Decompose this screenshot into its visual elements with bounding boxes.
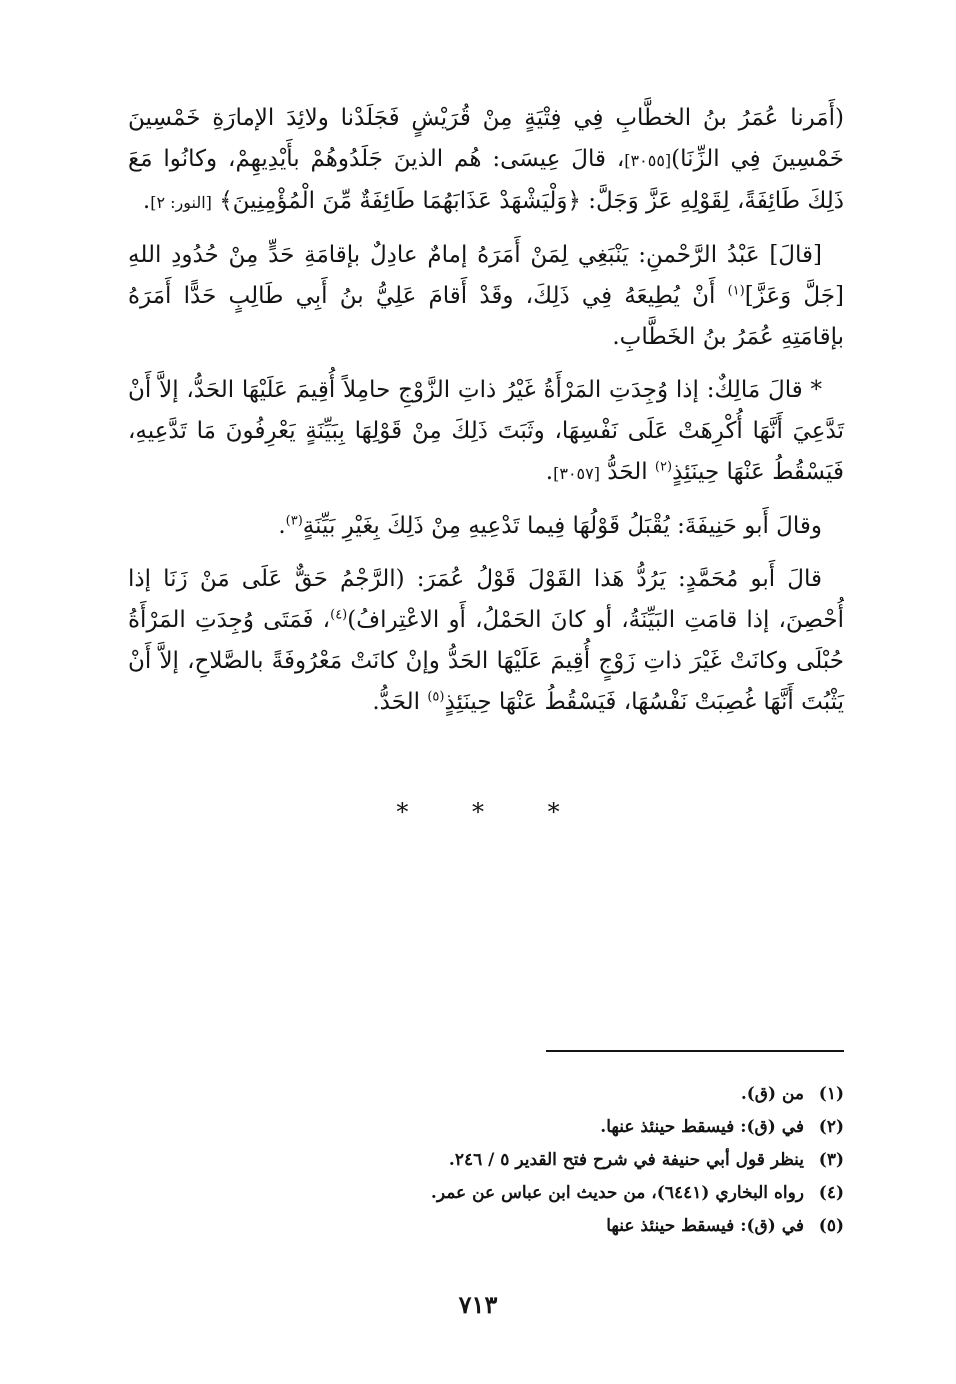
footnote-text: في (ق): فيسقط حينئذ عنها. xyxy=(600,1117,804,1137)
footnote-text: من (ق). xyxy=(740,1084,804,1104)
paragraph-text: الحَدُّ xyxy=(599,459,655,485)
footnote xyxy=(300,1078,844,1111)
footnote-number: (٥) xyxy=(818,1216,844,1236)
paragraph-text: . xyxy=(278,513,286,539)
paragraph-text: أَنْ يُطِيعَهُ فِي ذَلِكَ، وقَدْ أَقامَ عَلِيُّ بنُ أَبِي طَالِبٍ حَدًّا أَمَرَهُ بإقامَتِهِ عُمَرُ بنُ الخَطَّابِ. xyxy=(128,283,844,350)
reference-marker: [٣٠٥٥] xyxy=(624,151,672,170)
footnote-marker: (٣) xyxy=(285,513,303,529)
body-paragraph xyxy=(128,506,844,547)
footnote-text: ينظر قول أبي حنيفة في شرح فتح القدير ٥ / ٢٤٦. xyxy=(448,1150,804,1170)
section-separator: * * * xyxy=(396,798,588,826)
paragraph-text: قالَ أَبو مُحَمَّدٍ: يَرُدُّ هَذا القَوْلَ قَوْلُ عُمَرَ: (الرَّجْمُ حَقٌّ عَلَى مَنْ زَنَا إذا أُحْصِنَ، إذا قامَتِ البَيِّنَةُ، أو كانَ الحَمْلُ، أَو الاعْتِرافُ) xyxy=(128,566,844,633)
paragraph-text: ، قالَ عِيسَى: هُم الذينَ جَلَدُوهُمْ بأَيْدِيهِمْ، وكانُوا مَعَ ذَلِكَ طَائِفَةً، لِقَوْلِهِ عَزَّ وَجَلَّ: ﴿وَلْيَشْهَدْ عَذَابَهُمَا طَائِفَةٌ مِّنَ الْمُؤْمِنِينَ﴾ xyxy=(128,146,844,214)
paragraph-text: [قالَ] عَبْدُ الرَّحْمنِ: يَنْبَغِي لِمَنْ أَمَرَهُ إمامٌ عادِلٌ بإقامَةِ حَدٍّ مِنْ حُدُودِ اللهِ [جَلَّ وَعَزَّ] xyxy=(128,242,844,309)
footnotes xyxy=(300,1078,844,1243)
footnote-marker: (١) xyxy=(727,283,745,299)
footnote xyxy=(300,1210,844,1243)
footnote xyxy=(300,1144,844,1177)
footnote-text: رواه البخاري (٦٤٤١)، من حديث ابن عباس عن عمر. xyxy=(430,1183,804,1203)
footnote xyxy=(300,1111,844,1144)
paragraph-text: . xyxy=(142,188,151,214)
footnote-marker: (٤) xyxy=(330,607,348,623)
footnote-number: (٢) xyxy=(818,1117,844,1137)
reference-marker: [٣٠٥٧] xyxy=(553,464,600,483)
body-paragraph xyxy=(128,370,844,494)
footnote-number: (١) xyxy=(818,1084,844,1104)
main-text xyxy=(128,98,844,735)
footnote-number: (٤) xyxy=(818,1183,844,1203)
body-paragraph xyxy=(128,98,844,223)
paragraph-text: الحَدُّ. xyxy=(372,689,428,715)
footnote-marker: (٥) xyxy=(427,689,445,705)
body-paragraph xyxy=(128,559,844,723)
paragraph-text: * قالَ مَالِكٌ: إذا وُجِدَتِ المَرْأَةُ غَيْرُ ذاتِ الزَّوْجِ حامِلاً أُقِيمَ عَلَيْهَا الحَدُّ، إلاَّ أَنْ تَدَّعِيَ أَنَّهَا أُكْرِهَتْ عَلَى نَفْسِهَا، وثَبَتَ ذَلِكَ مِنْ قَوْلِهَا بِبَيِّنَةٍ يَعْرِفُونَ مَا تَدَّعِيهِ، فَيَسْقُطُ عَنْهَا حِينَئِذٍ xyxy=(128,377,844,485)
paragraph-text: وقالَ أَبو حَنِيفَةَ: يُقْبَلُ قَوْلُهَا فِيما تَدْعِيهِ مِنْ ذَلِكَ بِغَيْرِ بَيِّنَةٍ xyxy=(302,513,822,539)
body-paragraph xyxy=(128,235,844,358)
paragraph-text: . xyxy=(545,459,554,485)
reference-marker: [النور: ٢] xyxy=(150,193,212,212)
footnote-marker: (٢) xyxy=(654,459,673,475)
paragraph-text: ، فَمَتَى وُجِدَتِ المَرْأَةُ حُبْلَى وكانَتْ غَيْرَ ذاتِ زَوْجٍ أُقِيمَ عَلَيْهَا الحَدُّ وإنْ كانَتْ مَعْرُوفَةً بالصَّلاحِ، إلاَّ أَنْ يَثْبُتَ أَنَّهَا غُصِبَتْ نَفْسُهَا، فَيَسْقُطُ عَنْهَا حِينَئِذٍ xyxy=(128,607,844,715)
footnote-text: في (ق): فيسقط حينئذ عنها xyxy=(606,1216,804,1236)
footnote-divider xyxy=(546,1050,844,1052)
paragraph-text: (أَمَرنا عُمَرُ بنُ الخطَّابِ فِي فِتْيَةٍ مِنْ قُرَيْشٍ فَجَلَدْنا ولائِدَ الإمارَةِ خَمْسِينَ خَمْسِينَ فِي الزِّنَا) xyxy=(128,105,844,172)
footnote-number: (٣) xyxy=(818,1150,844,1170)
page-number: ٧١٣ xyxy=(458,1290,498,1319)
footnote xyxy=(300,1177,844,1210)
